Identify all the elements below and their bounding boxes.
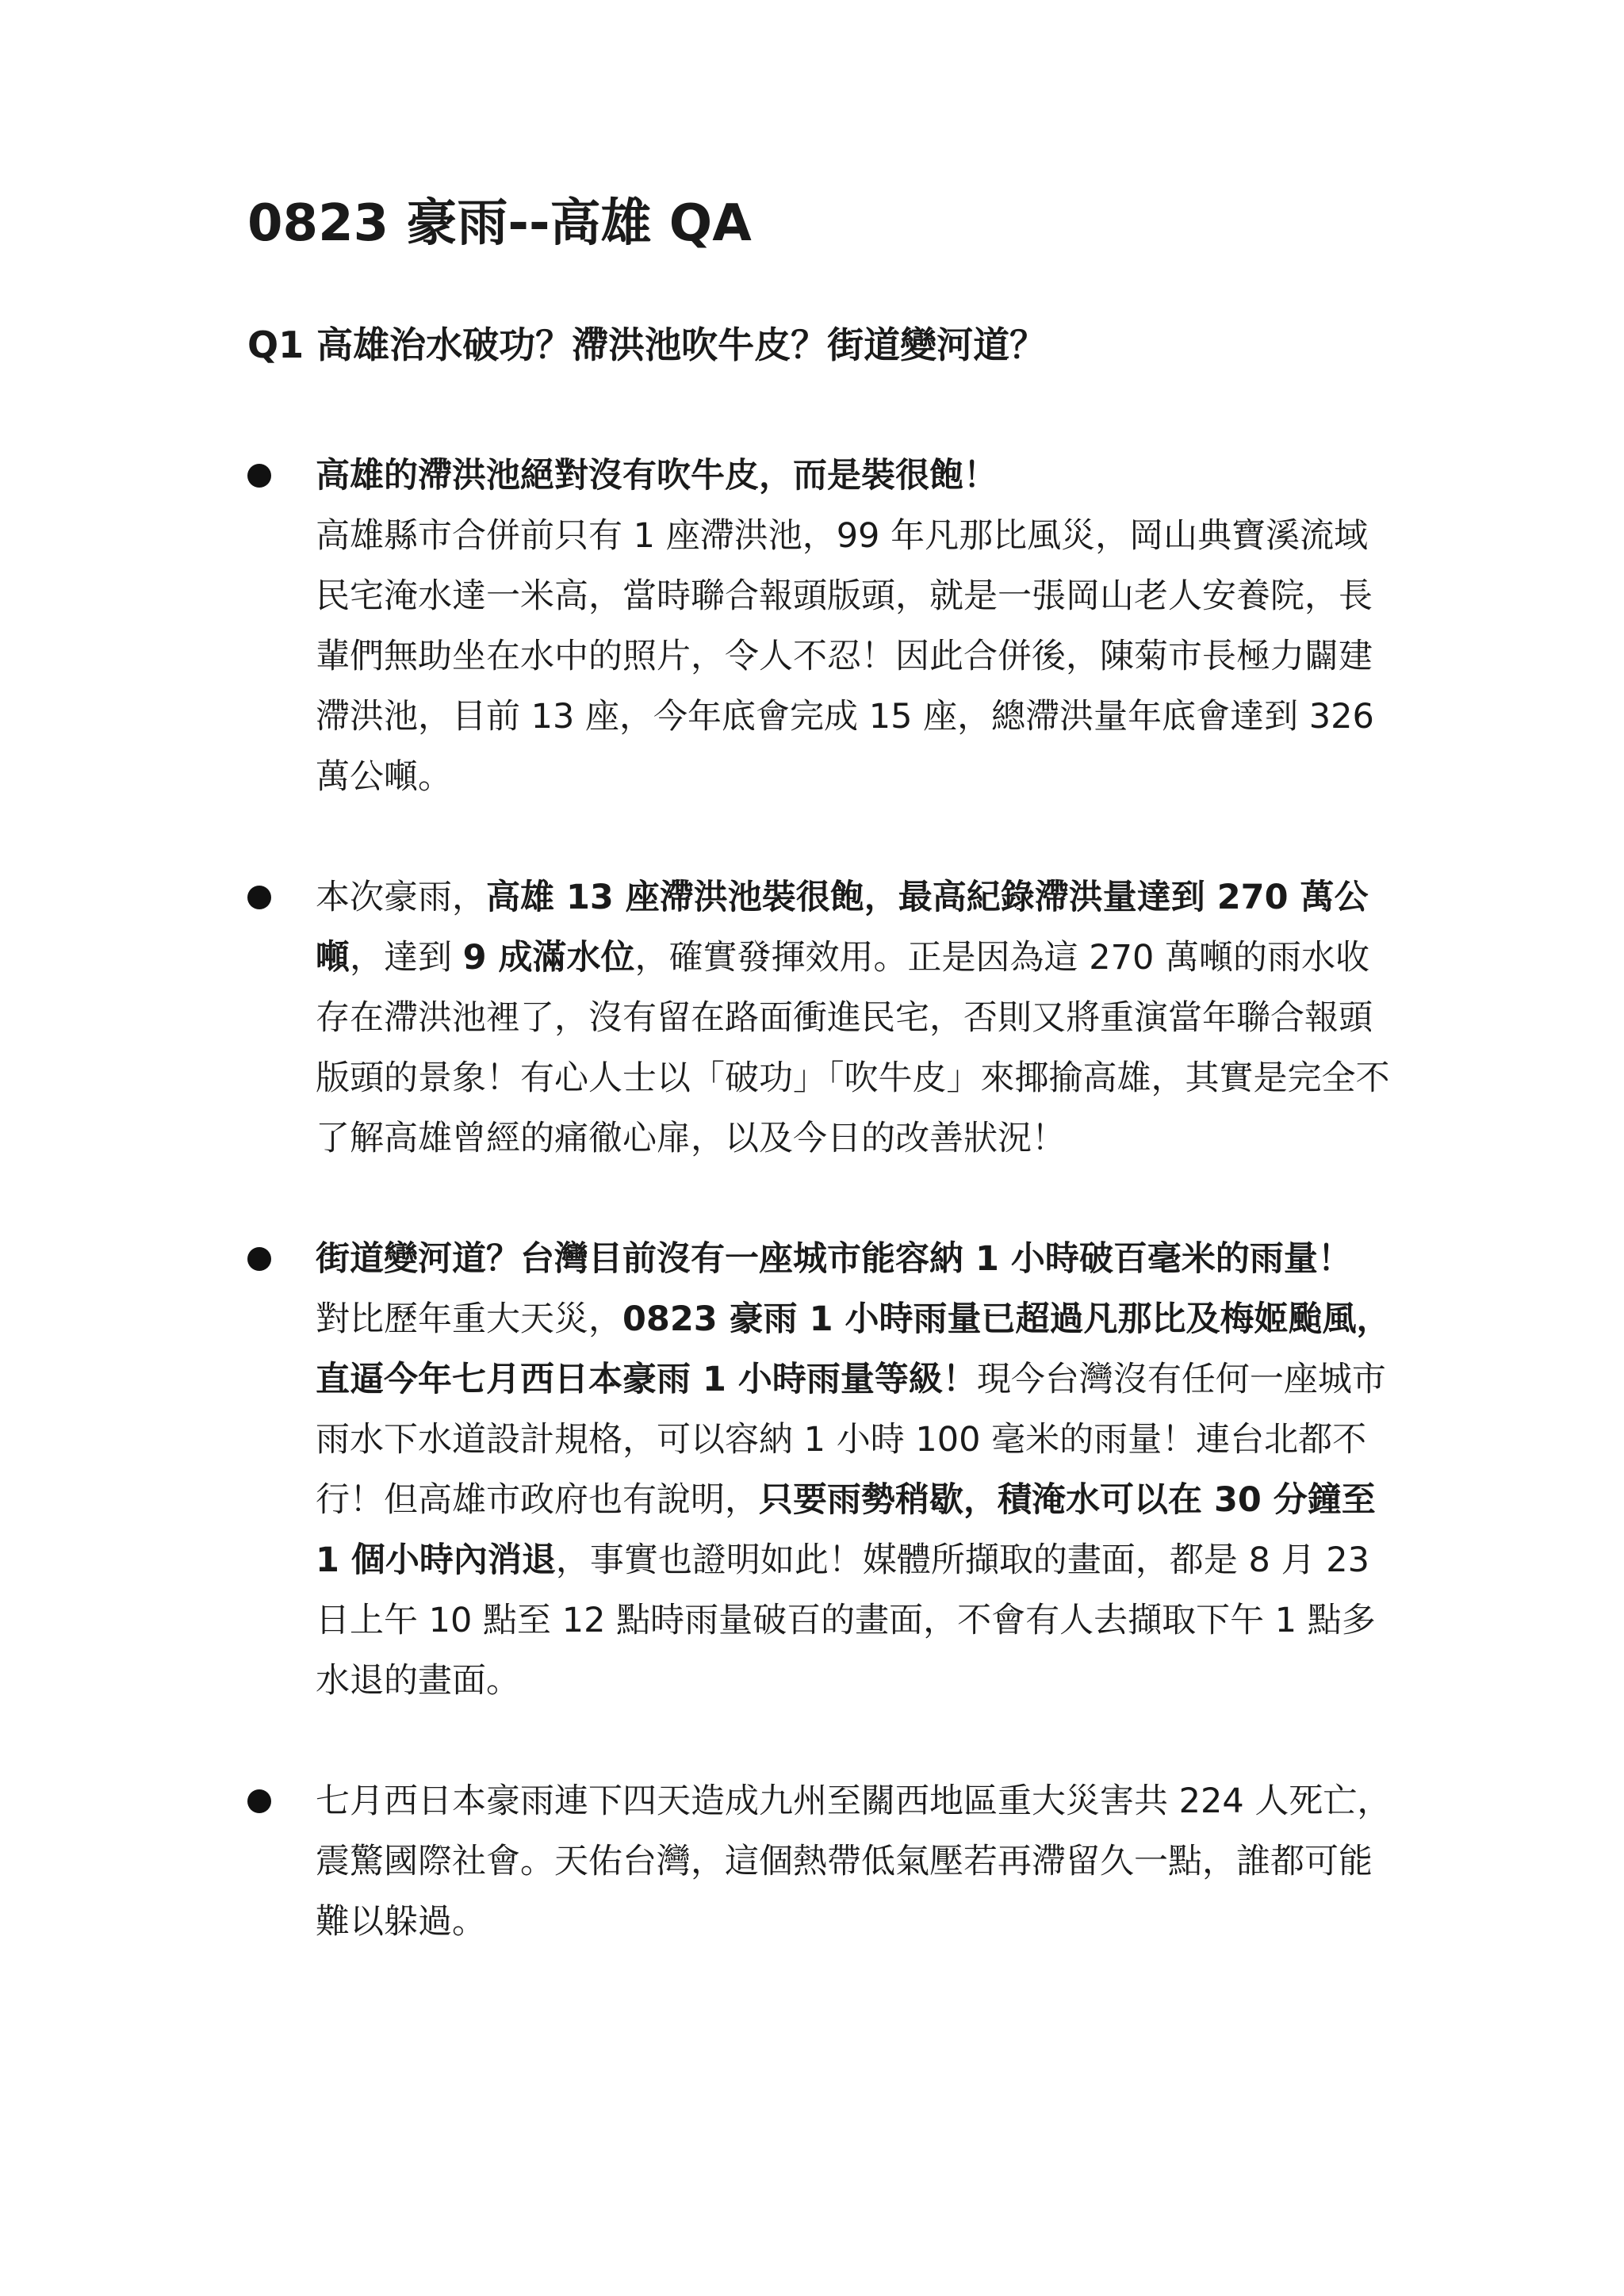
item-text: 現今台灣沒有任何一座城市雨水下水道設計規格，可以容納 1 小時 100 毫米的雨量！連台北都不行！但高雄市政府也有說明， xyxy=(316,1360,1386,1520)
item-text: ，達到 xyxy=(350,938,463,978)
item-bold-text: 9 成滿水位 xyxy=(462,938,635,978)
bullet-list xyxy=(247,446,1397,2012)
question-heading: Q1 高雄治水破功？滯洪池吹牛皮？街道變河道？ xyxy=(247,323,1047,366)
item-body: 高雄縣市合併前只有 1 座滯洪池，99 年凡那比風災，岡山典寶溪流域民宅淹水達一米高，當時聯合報頭版頭，就是一張岡山老人安養院，長輩們無助坐在水中的照片，令人不忍！因此合併後，陳菊市長極力闢建滯洪池，目前 13 座，今年底會完成 15 座，總滯洪量年底會達到 326 萬公噸。 xyxy=(316,516,1374,797)
bullet-icon xyxy=(247,1789,271,1813)
item-paragraph xyxy=(316,867,1397,1169)
list-item xyxy=(247,1229,1397,1711)
item-bold-text: 0823 豪雨 1 小時雨量已超過凡那比及梅姬颱風，直逼今年七月西日本豪雨 1 小時雨量等級！ xyxy=(316,1299,1391,1399)
item-bold-text: 只要雨勢稍歇，積淹水可以在 30 分鐘至 1 個小時內消退 xyxy=(316,1480,1376,1580)
item-text: ，確實發揮效用。正是因為這 270 萬噸的雨水收存在滯洪池裡了，沒有留在路面衝進民宅，否則又將重演當年聯合報頭版頭的景象！有心人士以「破功」「吹牛皮」來揶揄高雄，其實是完全不了解高雄曾經的痛徹心扉，以及今日的改善狀況！ xyxy=(316,938,1390,1158)
item-heading: 高雄的滯洪池絕對沒有吹牛皮，而是裝很飽！ xyxy=(316,456,998,496)
item-text: 本次豪雨， xyxy=(316,878,486,917)
item-body: 七月西日本豪雨連下四天造成九州至關西地區重大災害共 224 人死亡，震驚國際社會。天佑台灣，這個熱帶低氣壓若再滯留久一點，誰都可能難以躲過。 xyxy=(316,1781,1392,1942)
item-text: ，事實也證明如此！媒體所擷取的畫面，都是 8 月 23 日上午 10 點至 12 點時雨量破百的畫面，不會有人去擷取下午 1 點多水退的畫面。 xyxy=(316,1540,1376,1701)
item-bold-text: 高雄 13 座滯洪池裝很飽，最高紀錄滯洪量達到 270 萬公噸 xyxy=(316,878,1369,978)
bullet-icon xyxy=(247,1247,271,1271)
list-item xyxy=(247,1771,1397,1952)
bullet-icon xyxy=(247,464,271,488)
item-paragraph xyxy=(316,1289,1397,1711)
list-item xyxy=(247,867,1397,1169)
item-text: 對比歷年重大天災， xyxy=(316,1299,622,1339)
list-item xyxy=(247,446,1397,807)
item-heading: 街道變河道？台灣目前沒有一座城市能容納 1 小時破百毫米的雨量！ xyxy=(316,1239,1352,1279)
bullet-icon xyxy=(247,886,271,909)
document-title: 0823 豪雨--高雄 QA xyxy=(247,194,752,253)
